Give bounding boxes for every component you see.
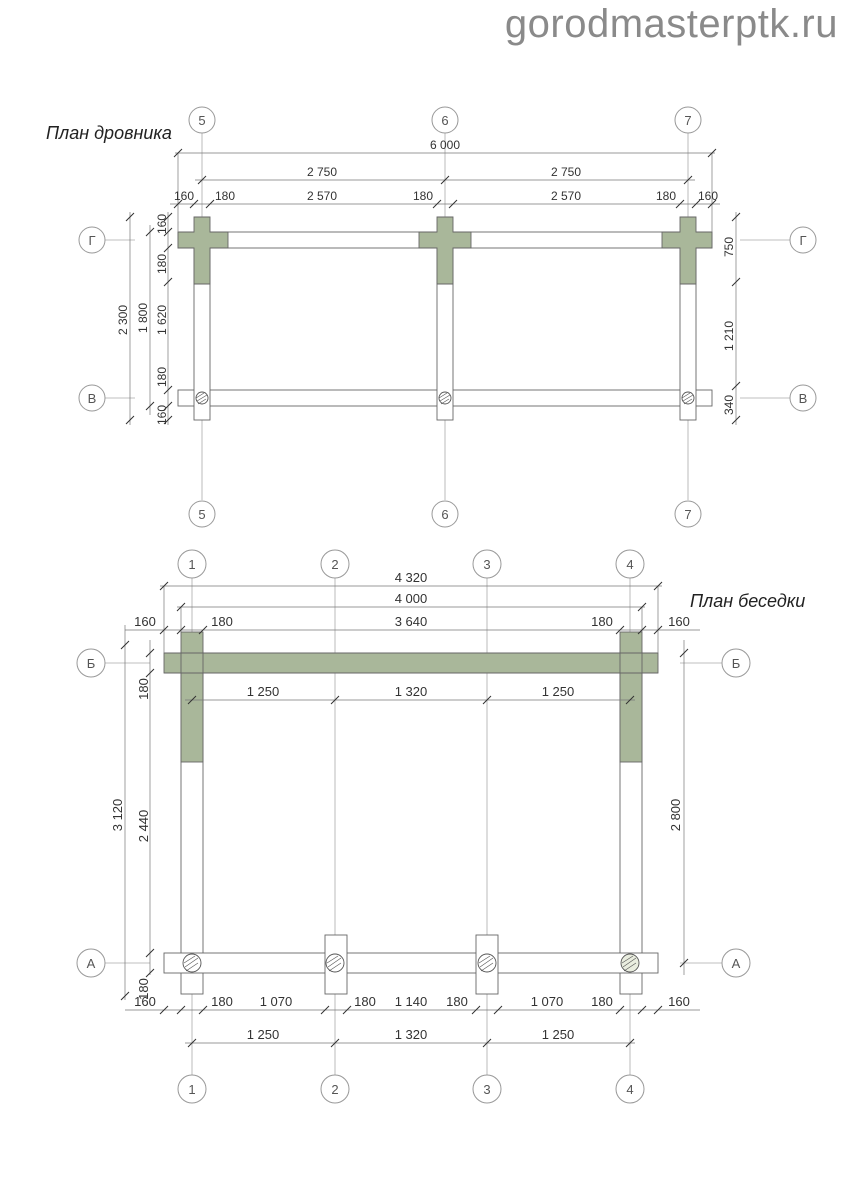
axis-label: В: [87, 391, 97, 406]
axis-label: 5: [198, 113, 206, 128]
plan2-ticks: [121, 582, 688, 1047]
dim-text: 160: [134, 614, 156, 629]
dim-text: 3 120: [110, 798, 125, 832]
dim-text: 180: [591, 614, 613, 629]
dim-text: 160: [697, 189, 719, 203]
dim-text: 2 800: [668, 798, 683, 832]
plan2-beams: [164, 652, 658, 994]
dim-text: 1 800: [136, 302, 150, 334]
axis-label: Б: [86, 656, 96, 671]
axis-label: 3: [483, 1082, 491, 1097]
dim-text: 340: [722, 394, 736, 416]
dim-text: 1 070: [530, 994, 564, 1009]
dim-text: 2 750: [550, 165, 582, 179]
dim-text: 1 320: [394, 1027, 428, 1042]
dim-text: 180: [136, 978, 151, 1000]
dim-text: 2 300: [116, 304, 130, 336]
plan1-title: План дровника: [46, 123, 172, 143]
plan1-drawing: [79, 107, 816, 527]
dim-text: 1 320: [394, 684, 428, 699]
dim-text: 180: [591, 994, 613, 1009]
dim-text: 180: [354, 994, 376, 1009]
dim-text: 1 210: [722, 320, 736, 352]
dim-text: 1 250: [246, 684, 280, 699]
dim-text: 3 640: [394, 614, 428, 629]
dim-text: 160: [155, 213, 169, 235]
dim-text: 1 140: [394, 994, 428, 1009]
axis-label: 4: [626, 557, 634, 572]
dim-text: 180: [655, 189, 677, 203]
dim-text: 1 070: [259, 994, 293, 1009]
dim-text: 1 250: [541, 1027, 575, 1042]
axis-label: Б: [731, 656, 741, 671]
dim-text: 180: [136, 678, 151, 700]
dim-text: 180: [446, 994, 468, 1009]
dim-text: 180: [155, 253, 169, 275]
axis-label: 5: [198, 507, 206, 522]
dim-text: 2 570: [306, 189, 338, 203]
dim-text: 180: [214, 189, 236, 203]
dim-text: 160: [668, 614, 690, 629]
axis-label: 2: [331, 1082, 339, 1097]
dim-text: 160: [668, 994, 690, 1009]
dim-text: 750: [722, 236, 736, 258]
axis-label: А: [731, 956, 741, 971]
axis-label: 7: [684, 507, 692, 522]
dim-text: 180: [211, 994, 233, 1009]
axis-label: Г: [88, 233, 96, 248]
watermark: gorodmasterptk.ru: [504, 2, 838, 46]
axis-label: А: [86, 956, 96, 971]
dim-text: 4 320: [394, 570, 428, 585]
dim-text: 6 000: [429, 138, 461, 152]
dim-text: 1 250: [246, 1027, 280, 1042]
dim-text: 180: [412, 189, 434, 203]
dim-text: 160: [173, 189, 195, 203]
dim-text: 2 440: [136, 809, 151, 843]
axis-label: 1: [188, 557, 196, 572]
plan2-title: План беседки: [690, 591, 806, 611]
dim-text: 2 570: [550, 189, 582, 203]
axis-label: 6: [441, 507, 449, 522]
dim-text: 180: [155, 366, 169, 388]
axis-label: 2: [331, 557, 339, 572]
dim-text: 2 750: [306, 165, 338, 179]
dim-text: 180: [211, 614, 233, 629]
dim-text: 160: [134, 994, 156, 1009]
dim-text: 4 000: [394, 591, 428, 606]
axis-label: 1: [188, 1082, 196, 1097]
axis-label: 4: [626, 1082, 634, 1097]
axis-label: 3: [483, 557, 491, 572]
dim-text: 1 250: [541, 684, 575, 699]
dim-text: 1 620: [155, 304, 169, 336]
plan2-drawing: [77, 550, 750, 1103]
axis-label: Г: [799, 233, 807, 248]
axis-label: 7: [684, 113, 692, 128]
axis-label: 6: [441, 113, 449, 128]
plan1-posts: [178, 217, 712, 284]
dim-text: 160: [155, 404, 169, 426]
axis-label: В: [798, 391, 808, 406]
